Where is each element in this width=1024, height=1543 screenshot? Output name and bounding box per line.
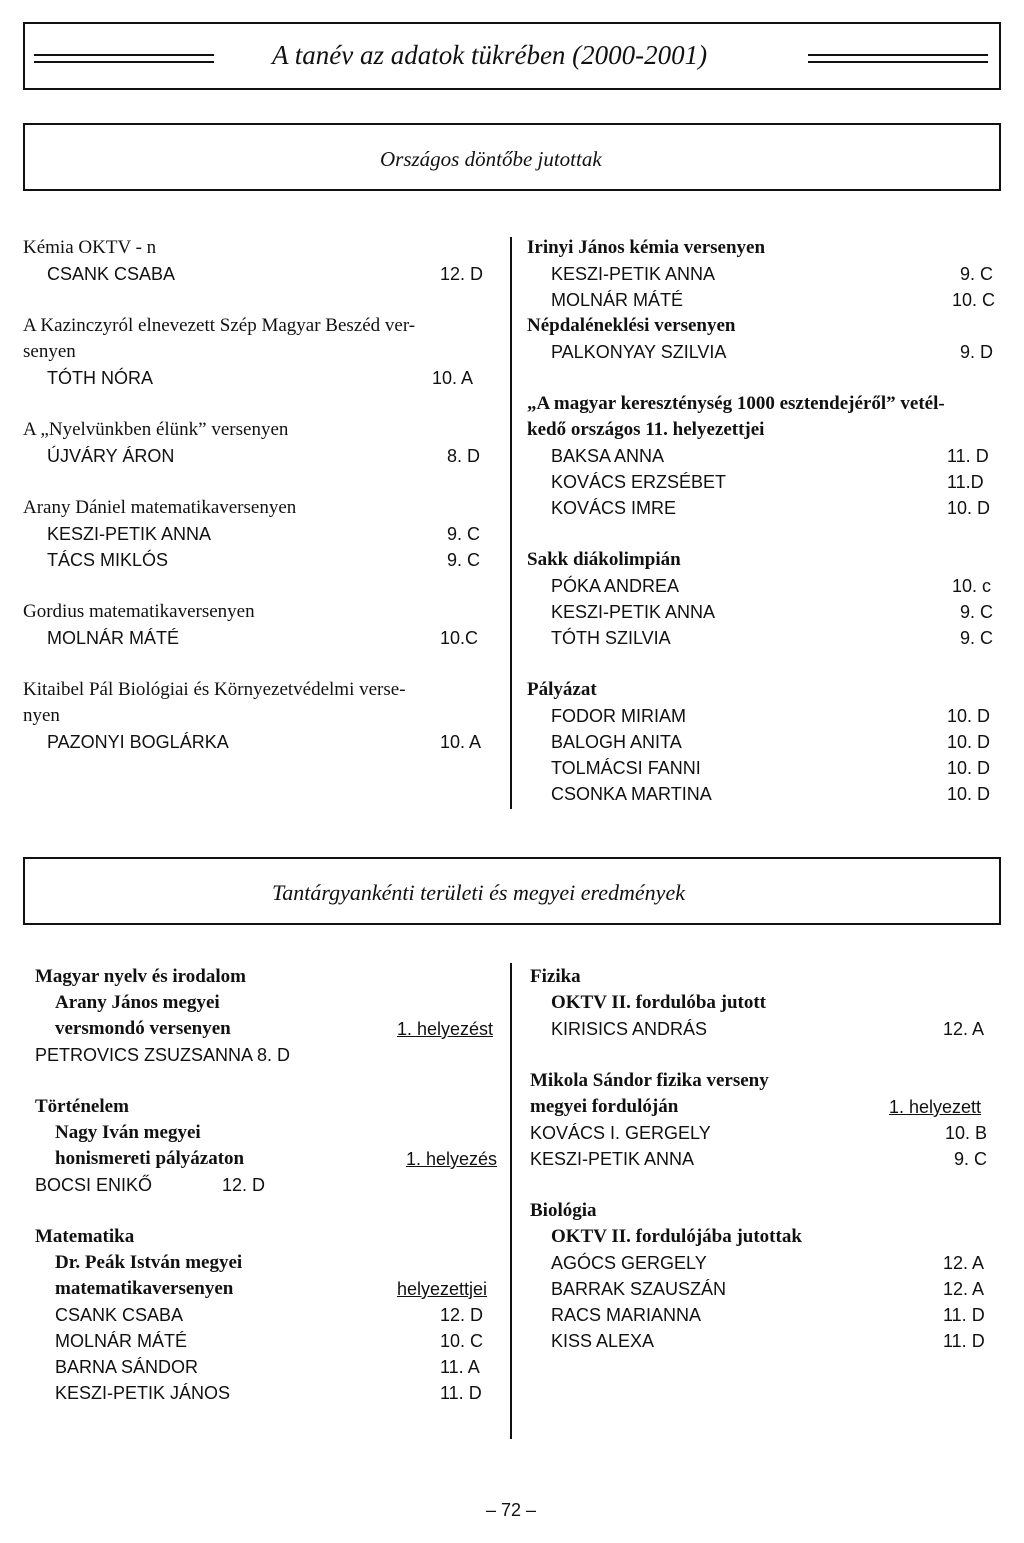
entry-row: PALKONYAY SZILVIA 9. D	[551, 342, 994, 362]
entry-row: TÁCS MIKLÓS 9. C	[47, 550, 481, 570]
heading: Népdaléneklési versenyen	[527, 315, 736, 336]
entry-row: MOLNÁR MÁTÉ 10. C	[55, 1331, 484, 1351]
entry-row: KOVÁCS I. GERGELY 10. B	[530, 1123, 988, 1143]
result-label: 1. helyezett	[889, 1097, 982, 1117]
entry-row: KOVÁCS IMRE 10. D	[551, 498, 991, 518]
section1-title: Országos döntőbe jutottak	[380, 147, 602, 171]
heading-cont: senyen	[23, 341, 76, 362]
heading: A Kazinczyról elnevezett Szép Magyar Beszéd ver-	[23, 315, 416, 336]
entry-row: KESZI-PETIK ANNA 9. C	[47, 524, 481, 544]
subject-heading: Magyar nyelv és irodalom	[35, 966, 246, 987]
entry-row: CSANK CSABA 12. D	[47, 264, 484, 284]
section1-left-column	[23, 235, 503, 755]
entry-row: BOCSI ENIKŐ 12. D	[35, 1175, 266, 1195]
heading: A „Nyelvünkben élünk” versenyen	[23, 419, 289, 440]
entry-row: KESZI-PETIK ANNA 9. C	[530, 1149, 988, 1169]
page-title: A tanév az adatok tükrében (2000-2001)	[272, 40, 708, 70]
entry-row: PAZONYI BOGLÁRKA 10. A	[47, 732, 482, 752]
entry-row: AGÓCS GERGELY 12. A	[551, 1253, 985, 1273]
heading: Arany Dániel matematikaversenyen	[23, 497, 297, 518]
heading: „A magyar kereszténység 1000 esztendejéről” vetél-	[527, 393, 945, 414]
entry-row: TÓTH NÓRA 10. A	[47, 368, 474, 388]
subject-heading: Matematika	[35, 1226, 135, 1247]
competition-line: matematikaversenyen	[55, 1278, 234, 1299]
section1-divider	[510, 237, 512, 809]
competition-line: Arany János megyei	[55, 992, 220, 1013]
competition-line: Dr. Peák István megyei	[55, 1252, 243, 1273]
entry-row: CSANK CSABA 12. D	[55, 1305, 484, 1325]
competition-line: Mikola Sándor fizika verseny	[530, 1070, 769, 1091]
heading: Kémia OKTV - n	[23, 237, 157, 258]
page-number: – 72 –	[486, 1500, 537, 1520]
entry-row: BAKSA ANNA 11. D	[551, 446, 989, 466]
header-rule-left	[34, 54, 214, 63]
entry-row: KESZI-PETIK JÁNOS 11. D	[55, 1383, 482, 1403]
heading: Pályázat	[527, 679, 597, 700]
entry-row: KOVÁCS ERZSÉBET 11.D	[551, 472, 984, 492]
entry-row: TOLMÁCSI FANNI 10. D	[551, 758, 991, 778]
entry-row: BARRAK SZAUSZÁN 12. A	[551, 1279, 985, 1299]
heading-cont: kedő országos 11. helyezettjei	[527, 419, 765, 440]
entry-row: MOLNÁR MÁTÉ 10.C	[47, 628, 479, 648]
entry-row: RACS MARIANNA 11. D	[551, 1305, 985, 1325]
entry-row: BALOGH ANITA 10. D	[551, 732, 991, 752]
heading: Kitaibel Pál Biológiai és Környezetvédelmi verse-	[23, 679, 406, 700]
result-label: helyezettjei	[397, 1279, 488, 1299]
section2-title: Tantárgyankénti területi és megyei eredmények	[272, 880, 685, 905]
competition-line: honismereti pályázaton	[55, 1148, 245, 1169]
competition-line: Nagy Iván megyei	[55, 1122, 201, 1143]
subject-heading: Fizika	[530, 966, 581, 987]
heading-cont: nyen	[23, 705, 60, 726]
competition-line: megyei fordulóján	[530, 1096, 679, 1117]
entry-row: FODOR MIRIAM 10. D	[551, 706, 991, 726]
section2-right-column	[530, 964, 995, 1354]
header-rule-right	[808, 54, 988, 63]
entry-row: BARNA SÁNDOR 11. A	[55, 1357, 480, 1377]
section1-right-column	[527, 235, 1003, 807]
competition-line: OKTV II. fordulóba jutott	[551, 992, 767, 1013]
section2-left-column	[35, 964, 500, 1406]
entry-row: KIRISICS ANDRÁS 12. A	[551, 1019, 985, 1039]
subject-heading: Biológia	[530, 1200, 597, 1221]
entry-row: PÓKA ANDREA 10. c	[551, 576, 992, 596]
entry-row: KESZI-PETIK ANNA 9. C	[551, 264, 994, 284]
entry-row: CSONKA MARTINA 10. D	[551, 784, 991, 804]
entry-row: KESZI-PETIK ANNA 9. C	[551, 602, 994, 622]
entry-row: PETROVICS ZSUZSANNA 8. D	[35, 1045, 291, 1065]
result-label: 1. helyezés	[406, 1149, 498, 1169]
entry-row: KISS ALEXA 11. D	[551, 1331, 985, 1351]
competition-line: versmondó versenyen	[55, 1018, 231, 1039]
entry-row: ÚJVÁRY ÁRON 8. D	[47, 446, 481, 466]
competition-line: OKTV II. fordulójába jutottak	[551, 1226, 802, 1247]
heading: Irinyi János kémia versenyen	[527, 237, 766, 258]
result-label: 1. helyezést	[397, 1019, 494, 1039]
subject-heading: Történelem	[35, 1096, 129, 1117]
section2-divider	[510, 963, 512, 1439]
heading: Sakk diákolimpián	[527, 549, 681, 570]
entry-row: TÓTH SZILVIA 9. C	[551, 628, 994, 648]
entry-row: MOLNÁR MÁTÉ 10. C	[551, 290, 996, 310]
heading: Gordius matematikaversenyen	[23, 601, 255, 622]
